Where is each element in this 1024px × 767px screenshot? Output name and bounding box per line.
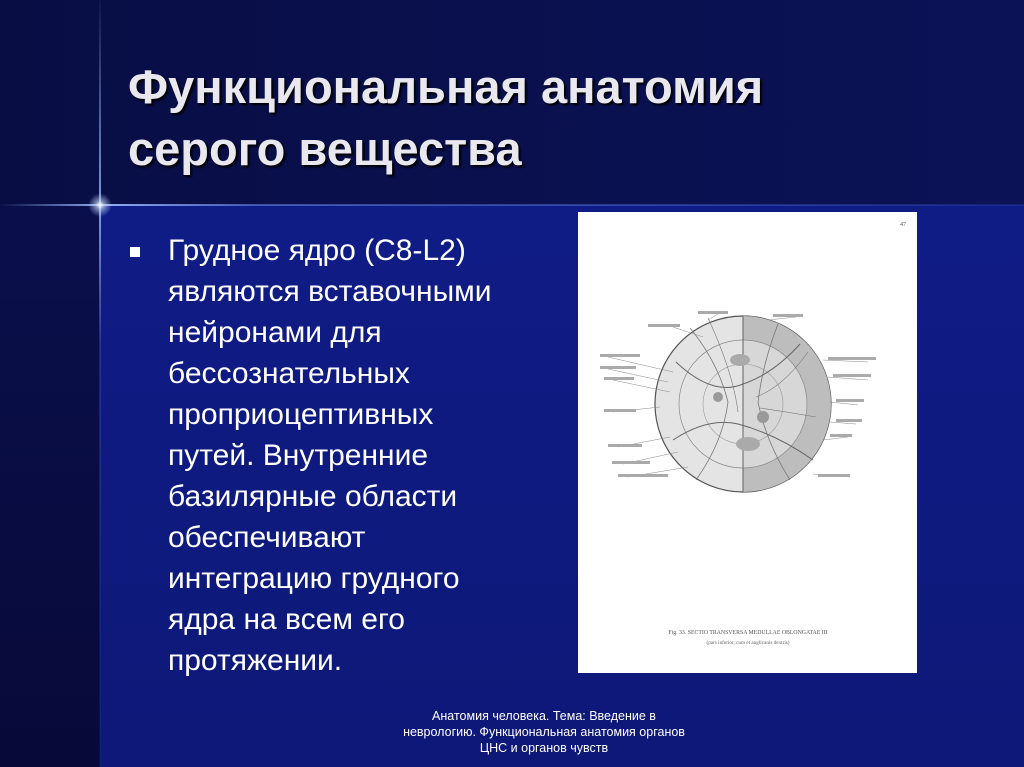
cross-section-drawing (655, 316, 831, 492)
figure-page-number: 47 (900, 222, 906, 228)
square-bullet-icon (130, 247, 140, 257)
bullet-text: Грудное ядро (С8-L2) являются вставочными нейронами для бессознательных проприоцептивных путей. Внутренние базилярные области обеспечивают интеграцию грудного ядра на всем его протяжении. (168, 234, 492, 677)
figure-caption-line-2: (pars inferior, cum et anglicanis dextris) (706, 640, 790, 646)
sparkle-decoration (88, 193, 112, 217)
slide-footer: Анатомия человека. Тема: Введение в неврологию. Функциональная анатомия органов ЦНС и органов чувств (403, 709, 685, 755)
anatomy-illustration (578, 212, 917, 673)
slide-title (128, 56, 988, 180)
figure-caption-line-1: Fig. 33. SECTIO TRANSVERSA MEDULLAE OBLONGATAE III (668, 630, 828, 636)
slide-title-line-1: Функциональная анатомия (128, 60, 764, 113)
spinal-cord-section-figure (578, 212, 917, 673)
vertical-divider (99, 0, 101, 767)
slide-title-line-2: серого вещества (128, 122, 522, 175)
left-band-background (0, 205, 100, 767)
horizontal-divider (0, 204, 1024, 206)
